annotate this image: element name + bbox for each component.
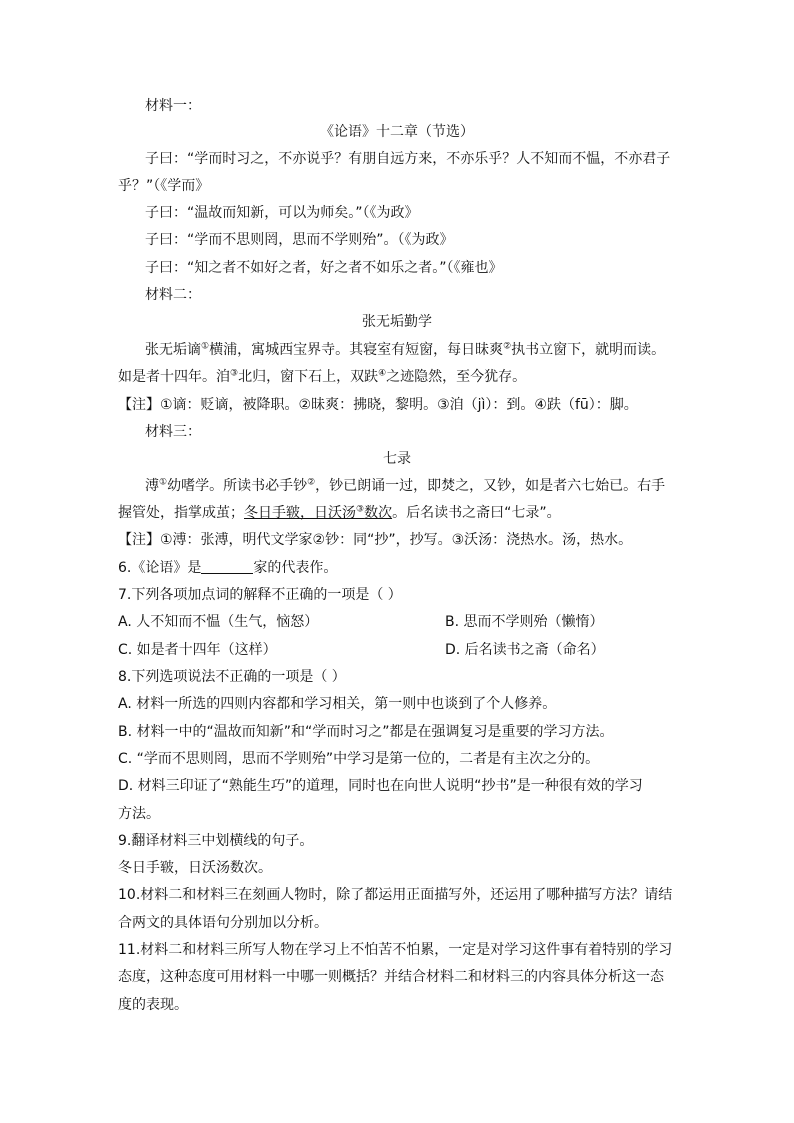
q8-option-a: A. 材料一所选的四则内容都和学习相关，第一则中也谈到了个人修养。: [118, 696, 557, 712]
material-2-note: 【注】①谪：贬谪，被降职。②昧爽：拂晓，黎明。③洎（jì）：到。④趺（fū）：脚。: [118, 397, 638, 413]
analects-line-1: 子曰：“学而时习之，不亦说乎？有朋自远方来，不亦乐乎？人不知而不愠，不亦君子: [145, 151, 671, 167]
question-11-line-2: 态度，这种态度可用材料一中哪一则概括？并结合材料二和材料三的内容具体分析这一态: [118, 969, 664, 985]
q7-option-b: B. 思而不学则殆（懒惰）: [445, 614, 604, 630]
material-3-title: 七录: [383, 451, 411, 467]
q8-option-d-line-2: 方法。: [118, 806, 160, 822]
q7-option-d: D. 后名读书之斋（命名）: [445, 642, 605, 658]
question-9-sentence: 冬日手皲，日沃汤数次。: [118, 860, 272, 876]
question-11-line-3: 度的表现。: [118, 997, 188, 1013]
answer-blank[interactable]: [201, 559, 253, 574]
material-3-line-2: 握管处，指掌成茧；冬日手皲，日沃汤③数次。后名读书之斋曰“七录”。: [118, 504, 561, 521]
question-7-stem: 7.下列各项加点词的解释不正确的一项是（ ）: [118, 587, 402, 603]
material-2-title: 张无垢勤学: [362, 314, 432, 330]
question-6: 6.《论语》是 家的代表作。: [118, 560, 338, 576]
question-11-line-1: 11.材料二和材料三所写人物在学习上不怕苦不怕累，一定是对学习这件事有着特别的学习: [118, 942, 673, 958]
material-1-label: 材料一：: [145, 98, 201, 114]
question-10-line-2: 合两文的具体语句分别加以分析。: [118, 915, 328, 931]
analects-line-2: 乎？”（《学而》: [118, 178, 210, 194]
q8-option-c: C. “学而不思则罔，思而不学则殆”中学习是第一位的，二者是有主次之分的。: [118, 751, 600, 767]
question-10-line-1: 10.材料二和材料三在刻画人物时，除了都运用正面描写外，还运用了哪种描写方法？请结: [118, 887, 673, 903]
material-2-line-1: 张无垢谪①横浦，寓城西宝界寺。其寝室有短窗，每日昧爽②执书立窗下，就明而读。: [145, 341, 666, 358]
analects-line-3: 子曰：“温故而知新，可以为师矣。”（《为政》: [145, 205, 419, 221]
underlined-sentence: 冬日手皲，日沃汤③数次: [244, 504, 393, 521]
q7-option-c: C. 如是者十四年（这样）: [118, 642, 277, 658]
analects-line-4: 子曰：“学而不思则罔，思而不学则殆”。（《为政》: [145, 232, 454, 248]
question-9-stem: 9.翻译材料三中划横线的句子。: [118, 833, 314, 849]
material-3-note: 【注】①溥：张溥，明代文学家②钞：同“抄”，抄写。③沃汤：浇热水。汤，热水。: [118, 532, 633, 548]
material-1-title: 《论语》十二章（节选）: [320, 124, 474, 140]
material-3-label: 材料三：: [145, 424, 201, 440]
q8-option-b: B. 材料一中的“温故而知新”和“学而时习之”都是在强调复习是重要的学习方法。: [118, 724, 614, 740]
material-3-line-1: 溥①幼嗜学。所读书必手钞②，钞已朗诵一过，即焚之，又钞，如是者六七始已。右手: [145, 477, 666, 494]
question-8-stem: 8.下列选项说法不正确的一项是（ ）: [118, 669, 346, 685]
material-2-line-2: 如是者十四年。洎③北归，窗下石上，双趺④之迹隐然，至今犹存。: [118, 368, 527, 385]
q7-option-a: A. 人不知而不愠（生气，恼怒）: [118, 614, 319, 630]
q8-option-d-line-1: D. 材料三印证了“熟能生巧”的道理，同时也在向世人说明“抄书”是一种很有效的学习: [118, 778, 643, 794]
analects-line-5: 子曰：“知之者不如好之者，好之者不如乐之者。”（《雍也》: [145, 260, 503, 276]
material-2-label: 材料二：: [145, 287, 201, 303]
